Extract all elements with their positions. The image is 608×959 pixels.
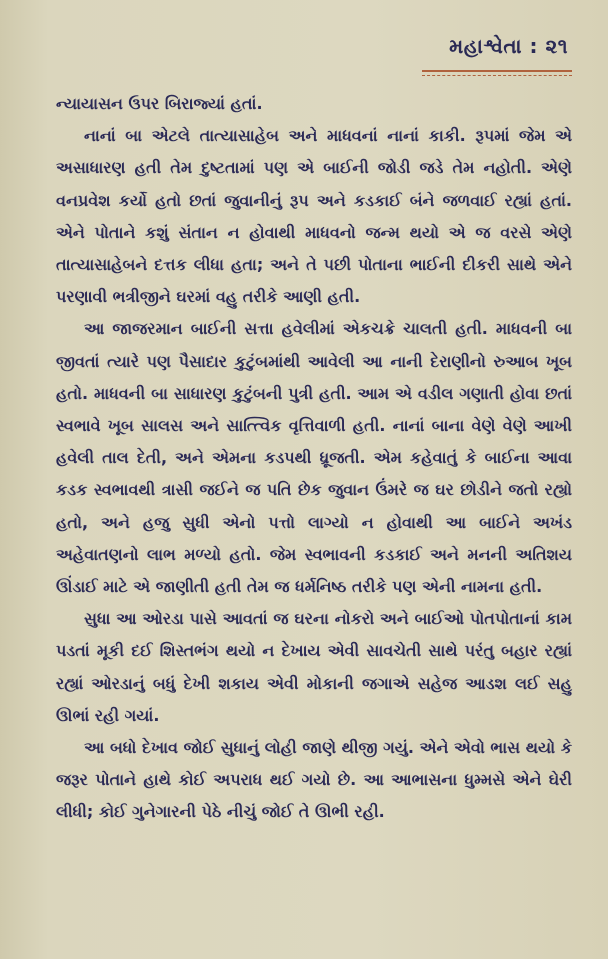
running-head: મહાશ્વેતા : ૨૧ bbox=[449, 34, 568, 58]
paragraph-continuation: ન્યાયાસન ઉપર બિરાજ્યાં હતાં. bbox=[56, 94, 263, 113]
paragraph: આ બધો દેખાવ જોઈ સુધાનું લોહી જાણે થીજી ગયું. એને એવો ભાસ થયો કે જરૂર પોતાને હાથે કોઈ અપરાધ થઈ ગયો છે. આ આભાસના ધુમ્મસે એને ઘેરી લીધી; કોઈ ગુનેગારની પેઠે નીચું જોઈ તે ઊભી રહી. bbox=[56, 738, 572, 822]
paragraph: સુધા આ ઓરડા પાસે આવતાં જ ઘરના નોકરો અને બાઈઓ પોતપોતાનાં કામ પડતાં મૂકી દઈ શિસ્તભંગ થયો ન દેખાય એવી સાવચેતી સાથે પરંતુ બહાર રહ્યાં રહ્યાં ઓરડાનું બધું દેખી શકાય એવી મોકાની જગાએ સહેજ આડશ લઈ સહુ ઊભાં રહી ગયાં. bbox=[56, 609, 572, 725]
paragraph: નાનાં બા એટલે તાત્યાસાહેબ અને માધવનાં નાનાં કાકી. રૂપમાં જેમ એ અસાધારણ હતી તેમ દુષ્ટતામાં પણ એ બાઈની જોડી જડે તેમ નહોતી. એણે વનપ્રવેશ કર્યો હતો છતાં જુવાનીનું રૂપ અને કડકાઈ બંને જળવાઈ રહ્યાં હતાં. એને પોતાને કશું સંતાન ન હોવાથી માધવનો જન્મ થયો એ જ વરસે એણે તાત્યાસાહેબને દત્તક લીધા હતા; અને તે પછી પોતાના ભાઈની દીકરી સાથે એને પરણાવી ભત્રીજીને ઘરમાં વહુ તરીકે આણી હતી. bbox=[56, 126, 572, 307]
paragraph: આ જાજરમાન બાઈની સત્તા હવેલીમાં એકચક્રે ચાલતી હતી. માધવની બા જીવતાં ત્યારે પણ પૈસાદાર કુટુંબમાંથી આવેલી આ નાની દેરાણીનો રુઆબ ખૂબ હતો. માધવની બા સાધારણ કુટુંબની પુત્રી હતી. આમ એ વડીલ ગણાતી હોવા છતાં સ્વભાવે ખૂબ સાલસ અને સાત્ત્વિક વૃત્તિવાળી હતી. નાનાં બાના વેણે વેણે આખી હવેલી તાલ દેતી, અને એમના કડપથી ધ્રૂજતી. એમ કહેવાતું કે બાઈના આવા કડક સ્વભાવથી ત્રાસી જઈને જ પતિ છેક જુવાન ઉંમરે જ ઘર છોડીને જતો રહ્યો હતો, અને હજુ સુધી એનો પત્તો લાગ્યો ન હોવાથી આ બાઈને અખંડ અહેવાતણનો લાભ મળ્યો હતો. જેમ સ્વભાવની કડકાઈ અને મનની અતિશય ઊંડાઈ માટે એ જાણીતી હતી તેમ જ ધર્મનિષ્ઠ તરીકે પણ એની નામના હતી. bbox=[56, 319, 572, 597]
header-rule bbox=[422, 70, 572, 76]
body-text bbox=[56, 88, 572, 829]
